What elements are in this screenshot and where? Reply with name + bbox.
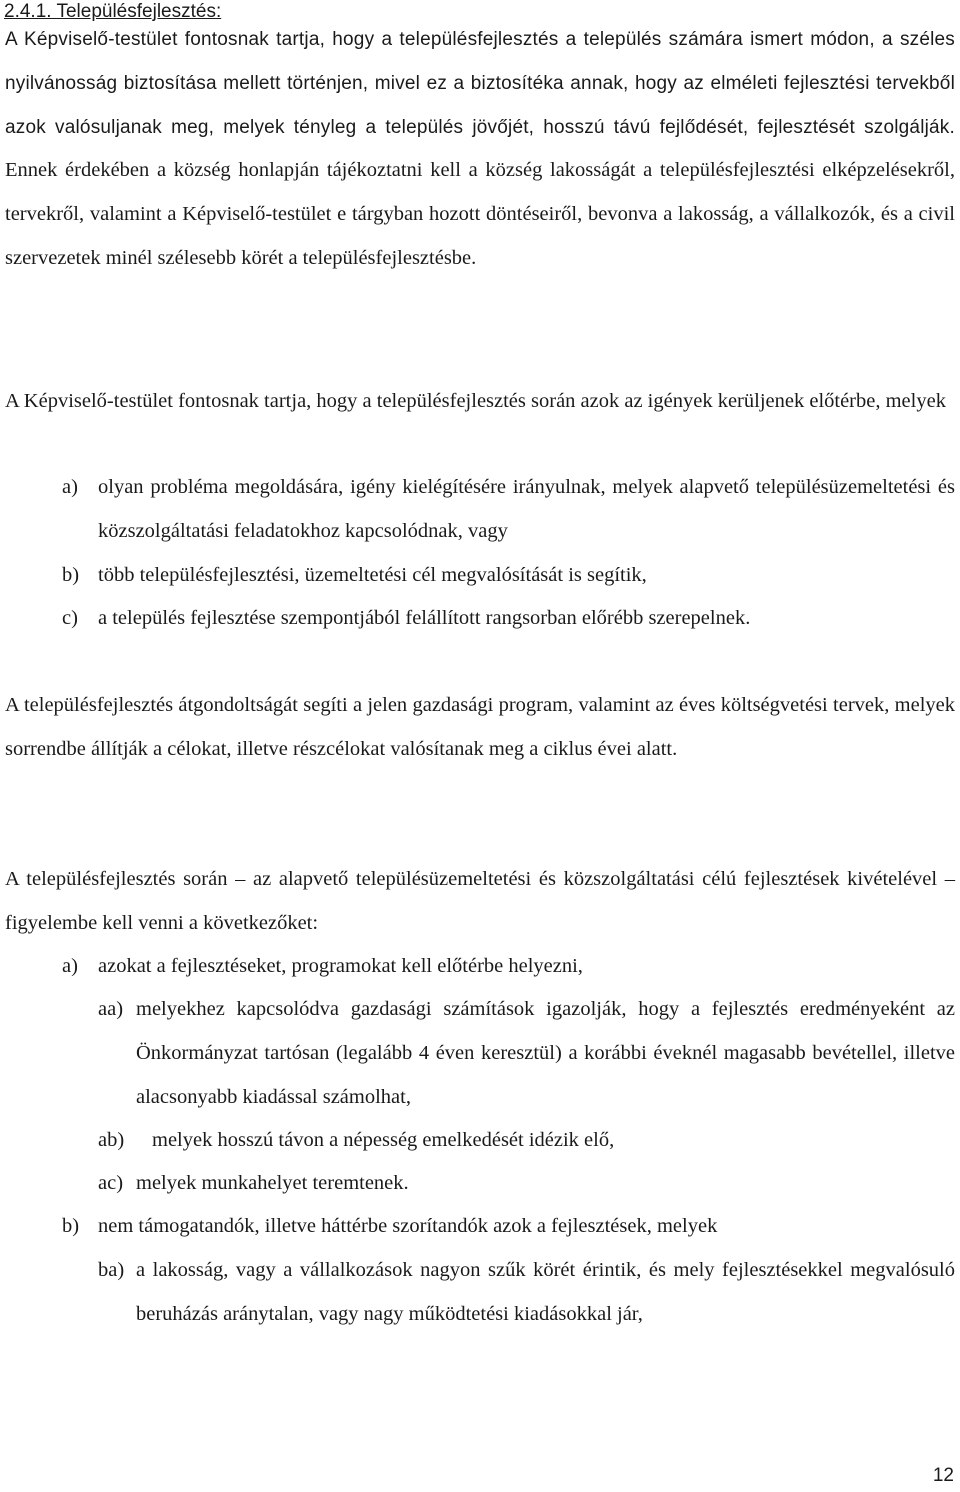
list-item-text: nem támogatandók, illetve háttérbe szorítandók azok a fejlesztések, melyek — [98, 1215, 718, 1237]
list-item-text: olyan probléma megoldására, igény kielégítésére irányulnak, melyek alapvető településüzemeltetési és közszolgáltatási feladatokhoz kapcsolódnak, vagy — [98, 476, 955, 542]
list-item-b — [62, 554, 955, 598]
sub-item-label: aa) — [98, 998, 124, 1020]
list-item-a — [62, 466, 955, 554]
section-heading: 2.4.1. Településfejlesztés: — [4, 1, 222, 22]
sub-item-label: ba) — [98, 1259, 125, 1281]
paragraph-1-serif: Ennek érdekében a község honlapján tájékoztatni kell a község lakosságát a településfejlesztési elképzelésekről, tervekről, valamint a Képviselő-testület e tárgyban hozott döntéseiről, bevonva a lakosság, a vállalkozók, és a civil szervezetek minél szélesebb körét a településfejlesztésbe. — [5, 159, 955, 269]
list-item-a — [62, 945, 955, 989]
sub-item-aa — [98, 988, 955, 1119]
sub-item-ba — [98, 1249, 955, 1337]
page-number: 12 — [932, 1465, 954, 1486]
list-item-text: több településfejlesztési, üzemeltetési cél megvalósítását is segítik, — [98, 564, 647, 586]
list-item-text: azokat a fejlesztéseket, programokat kell előtérbe helyezni, — [98, 955, 583, 977]
sub-item-label: ab) — [98, 1129, 125, 1151]
list-item-label: a) — [62, 955, 78, 977]
sub-item-ac — [98, 1162, 955, 1206]
list-item-label: a) — [62, 476, 78, 498]
sub-item-text: melyekhez kapcsolódva gazdasági számítások igazolják, hogy a fejlesztés eredményeként az Önkormányzat tartósan (legalább 4 éven keresztül) a korábbi éveknél magasabb bevétellel, illetve alacsonyabb kiadással számolhat, — [136, 998, 955, 1108]
sub-item-text: melyek hosszú távon a népesség emelkedését idézik elő, — [152, 1129, 615, 1151]
sub-item-ab — [98, 1119, 955, 1163]
sub-item-text: melyek munkahelyet teremtenek. — [136, 1172, 409, 1194]
list-item-label: b) — [62, 1215, 80, 1237]
sub-item-label: ac) — [98, 1172, 124, 1194]
paragraph-3: A településfejlesztés átgondoltságát segíti a jelen gazdasági program, valamint az éves költségvetési tervek, melyek sorrendbe állítják a célokat, illetve részcélokat valósítanak meg a ciklus évei alatt. — [5, 694, 955, 760]
list-item-label: b) — [62, 564, 80, 586]
list-item-b — [62, 1205, 955, 1249]
list-item-label: c) — [62, 607, 78, 629]
list-item-text: a település fejlesztése szempontjából felállított rangsorban előrébb szerepelnek. — [98, 607, 751, 629]
paragraph-2: A Képviselő-testület fontosnak tartja, hogy a településfejlesztés során azok az igények kerüljenek előtérbe, melyek — [5, 390, 946, 412]
paragraph-4: A településfejlesztés során – az alapvető településüzemeltetési és közszolgáltatási célú fejlesztések kivételével – figyelembe kell venni a következőket: — [5, 868, 955, 934]
list-item-c — [62, 597, 955, 641]
paragraph-1 — [5, 18, 955, 281]
paragraph-1-sans: A Képviselő-testület fontosnak tartja, hogy a településfejlesztés a település számára ismert módon, a széles nyilvánosság biztosítása mellett történjen, mivel ez a biztosítéka annak, hogy az elméleti fejlesztési tervekből azok valósuljanak meg, melyek tényleg a település jövőjét, hosszú távú fejlődését, fejlesztését szolgálják. — [5, 29, 955, 138]
sub-item-text: a lakosság, vagy a vállalkozások nagyon szűk körét érintik, és mely fejlesztésekkel megvalósuló beruházás aránytalan, vagy nagy működtetési kiadásokkal jár, — [136, 1259, 955, 1325]
